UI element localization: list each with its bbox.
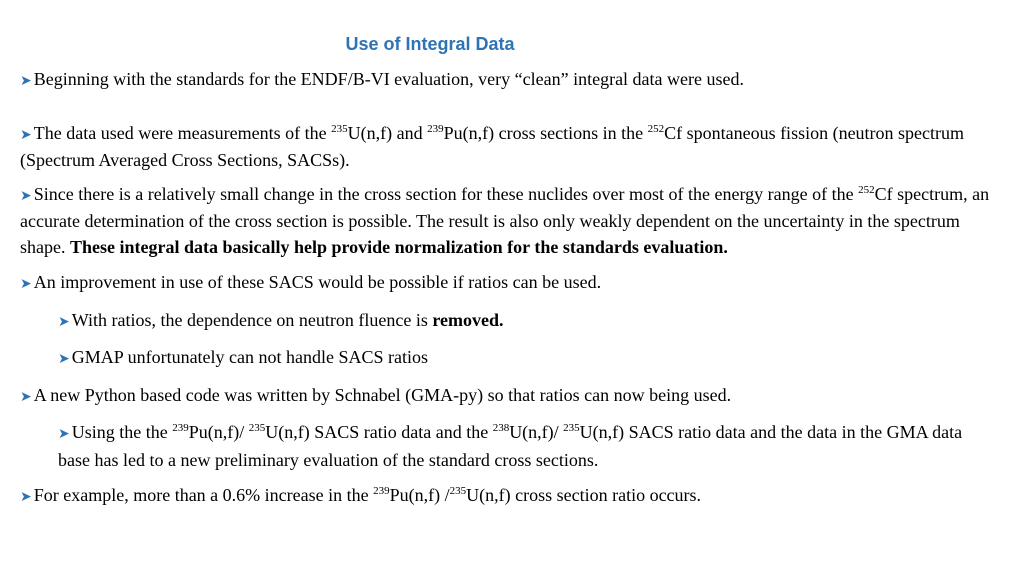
text-run: U(n,f) and (347, 122, 428, 143)
slide-title: Use of Integral Data (345, 34, 515, 54)
bullet-paragraph-2 (20, 121, 995, 174)
text-run: Pu(n,f)/ (188, 422, 249, 442)
arrow-bullet-icon: ➤ (58, 314, 70, 330)
bullet-paragraph-4 (20, 270, 995, 298)
text-run: A new Python based code was written by Schnabel (GMA-py) so that ratios can now being used. (33, 384, 732, 405)
superscript: 252 (647, 122, 665, 135)
bullet-paragraph-6 (20, 483, 995, 511)
arrow-bullet-icon: ➤ (20, 74, 32, 89)
text-run: Cf spectrum, an accurate determination of the cross section is possible. The result is also only weakly dependent on the uncertainty in the spectrum shape. (20, 183, 990, 257)
superscript: 235 (248, 422, 266, 434)
text-run: Cf spontaneous fission (neutron spectrum (Spectrum Averaged Cross Sections, SACSs). (20, 122, 965, 170)
superscript: 238 (492, 422, 510, 434)
text-run: With ratios, the dependence on neutron fluence is (71, 309, 433, 330)
text-run: Using the the (71, 422, 173, 442)
arrow-bullet-icon: ➤ (20, 188, 32, 204)
text-run: U(n,f) SACS ratio data and the (265, 422, 493, 442)
text-run: The data used were measurements of the (33, 122, 332, 143)
text-run: Pu(n,f) cross sections in the (443, 122, 648, 143)
bullet-paragraph-1 (20, 67, 995, 95)
text-run: GMAP unfortunately can not handle SACS ratios (71, 347, 429, 367)
bold-text: These integral data basically help provide normalization for the standards evaluation. (69, 236, 728, 257)
arrow-bullet-icon: ➤ (58, 352, 70, 367)
superscript: 252 (858, 183, 875, 196)
superscript: 239 (172, 422, 189, 434)
arrow-bullet-icon: ➤ (20, 277, 32, 292)
superscript: 235 (563, 422, 580, 434)
arrow-bullet-icon: ➤ (20, 490, 32, 505)
text-run: U(n,f) cross section ratio occurs. (466, 485, 702, 505)
slide-body (20, 67, 995, 511)
text-run: U(n,f) SACS ratio data and the data in the GMA data base has led to a new preliminary evaluation of the standard cross sections. (58, 422, 963, 470)
text-run: Pu(n,f) / (389, 485, 450, 505)
bullet-4-text: An improvement in use of these SACS would be possible if ratios can be used. (33, 272, 602, 292)
superscript: 235 (449, 485, 467, 497)
superscript: 235 (331, 122, 348, 135)
bullet-1-text: Beginning with the standards for the ENDF/B-VI evaluation, very “clean” integral data were used. (33, 69, 745, 89)
text-run: Since there is a relatively small change in the cross section for these nuclides over most of the energy range of the (33, 183, 859, 204)
sub-bullet-4a (20, 308, 995, 336)
bullet-paragraph-5 (20, 383, 995, 411)
superscript: 239 (373, 485, 390, 497)
arrow-bullet-icon: ➤ (58, 427, 70, 442)
arrow-bullet-icon: ➤ (20, 389, 32, 405)
arrow-bullet-icon: ➤ (20, 127, 32, 143)
text-run: For example, more than a 0.6% increase in the (33, 485, 374, 505)
text-run: U(n,f)/ (509, 422, 564, 442)
superscript: 239 (427, 122, 444, 135)
bold-text: removed. (432, 309, 504, 330)
sub-bullet-5a (20, 420, 995, 473)
bullet-paragraph-3 (20, 182, 995, 261)
sub-bullet-4b (20, 345, 995, 373)
